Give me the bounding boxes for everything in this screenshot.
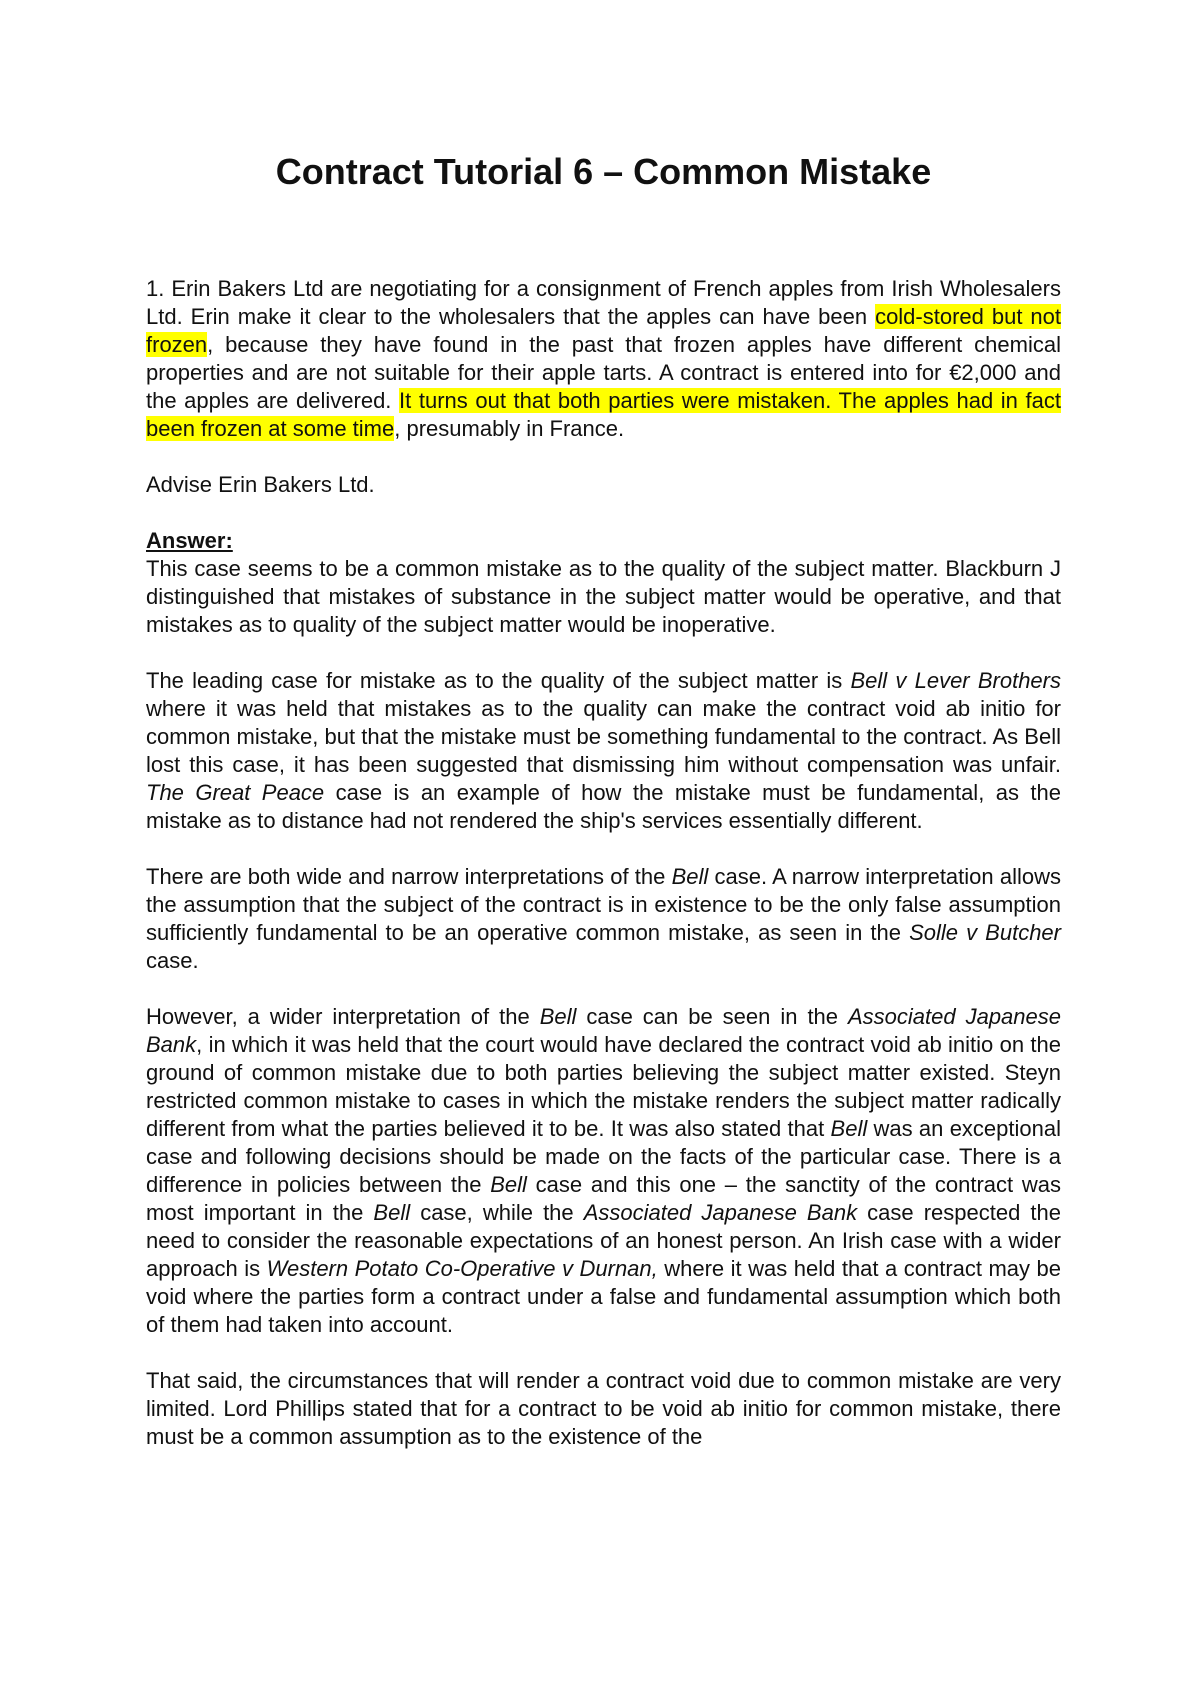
text-span: , in which it was held that the court would have declared the contract void ab initio on the ground of common mistake due to both parties believing the subject matter existed. Steyn restricted common mistake to cases in which the mistake renders the subject matter radically different from what the parties believed it to be. It was also stated that [146, 1032, 1061, 1141]
case-name: Western Potato Co-Operative v Durnan, [266, 1256, 658, 1281]
case-name: The Great Peace [146, 780, 325, 805]
question-text-3: , presumably in France. [394, 416, 625, 441]
highlight-both-mistaken: It turns out that both parties were mistaken. The apples had in fact been frozen at some time [146, 388, 1061, 441]
case-name: Bell [539, 1004, 577, 1029]
case-name: Bell [490, 1172, 527, 1197]
document-body [146, 275, 1061, 1451]
text-span: However, a wider interpretation of the [146, 1004, 540, 1029]
answer-paragraph-3 [146, 863, 1061, 975]
answer-paragraph-2 [146, 667, 1061, 835]
question-paragraph [146, 275, 1061, 443]
case-name: Associated Japanese Bank [583, 1200, 858, 1225]
case-name: Bell [671, 864, 709, 889]
text-span: case. A narrow interpretation allows the assumption that the subject of the contract is in existence to be the only false assumption sufficiently fundamental to be an operative common mistake, as seen in the [146, 864, 1061, 945]
case-name: Bell [373, 1200, 411, 1225]
text-span: The leading case for mistake as to the quality of the subject matter is [146, 668, 851, 693]
text-span: case. [146, 948, 199, 973]
answer-heading: Answer: [146, 528, 233, 553]
text-span: There are both wide and narrow interpretations of the [146, 864, 672, 889]
text-span: where it was held that mistakes as to the quality can make the contract void ab initio for common mistake, but that the mistake must be something fundamental to the contract. As Bell lost this case, it has been suggested that dismissing him without compensation was unfair. [146, 696, 1061, 777]
text-span: where it was held that a contract may be void where the parties form a contract under a false and fundamental assumption which both of them had taken into account. [146, 1256, 1061, 1337]
text-span: case and this one – the sanctity of the contract was most important in the [146, 1172, 1062, 1225]
case-name: Solle v Butcher [909, 920, 1061, 945]
answer-text-1: This case seems to be a common mistake as to the quality of the subject matter. Blackburn J distinguished that mistakes of substance in the subject matter would be operative, and that mistakes as to quality of the subject matter would be inoperative. [146, 556, 1061, 637]
question-text-2: , because they have found in the past that frozen apples have different chemical properties and are not suitable for their apple tarts. A contract is entered into for €2,000 and the apples are delivered. [146, 332, 1061, 413]
question-text-1: 1. Erin Bakers Ltd are negotiating for a consignment of French apples from Irish Wholesalers Ltd. Erin make it clear to the wholesalers that the apples can have been [146, 276, 1061, 329]
text-span: was an exceptional case and following decisions should be made on the facts of the particular case. There is a difference in policies between the [146, 1116, 1061, 1197]
highlight-cold-stored: cold-stored but not frozen [146, 304, 1061, 357]
document-page [146, 0, 1061, 1698]
answer-paragraph-5: That said, the circumstances that will render a contract void due to common mistake are very limited. Lord Phillips stated that for a contract to be void ab initio for common mistake, there must be a common assumption as to the existence of the [146, 1368, 1061, 1449]
advise-line: Advise Erin Bakers Ltd. [146, 472, 375, 497]
text-span: case is an example of how the mistake must be fundamental, as the mistake as to distance had not rendered the ship's services essentially different. [146, 780, 1061, 833]
text-span: case, while the [410, 1200, 584, 1225]
answer-paragraph-4 [146, 1003, 1061, 1339]
page-title: Contract Tutorial 6 – Common Mistake [275, 151, 932, 192]
case-name: Associated Japanese Bank [146, 1004, 1061, 1057]
case-name: Bell [830, 1116, 868, 1141]
case-name: Bell v Lever Brothers [850, 668, 1061, 693]
text-span: case respected the need to consider the reasonable expectations of an honest person. An Irish case with a wider approach is [146, 1200, 1061, 1281]
answer-paragraph-1 [146, 527, 1061, 639]
text-span: case can be seen in the [576, 1004, 848, 1029]
